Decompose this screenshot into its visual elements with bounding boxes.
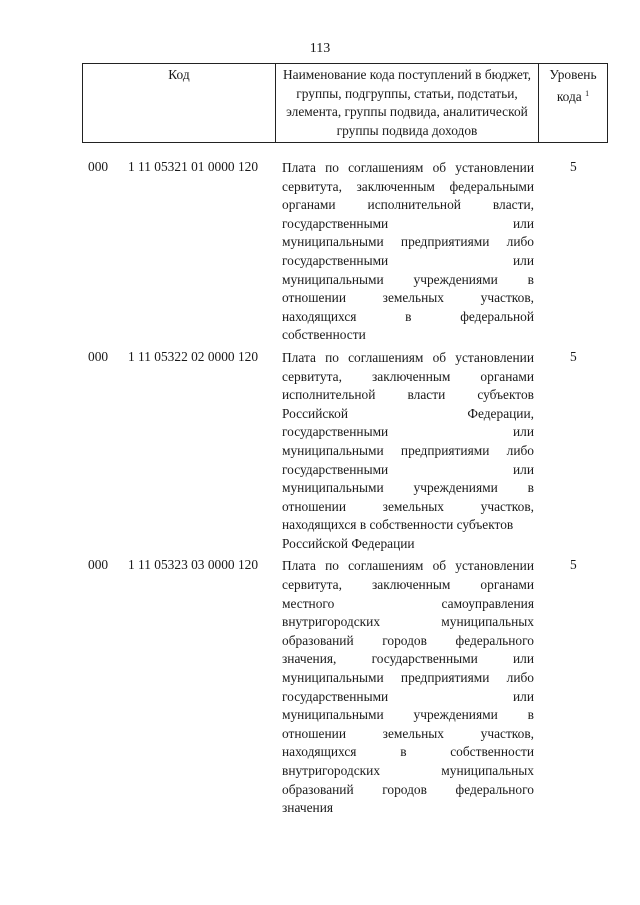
name-line: Плата по соглашениям об установлении: [282, 160, 534, 175]
revenue-name: [282, 349, 534, 554]
table-row: [82, 349, 604, 554]
name-line: сервитута, заключенным федеральными: [282, 178, 534, 194]
name-line: внутригородских муниципальных: [282, 763, 534, 778]
admin-code: 000: [88, 557, 109, 573]
name-line: органами исполнительной власти,: [282, 197, 534, 213]
name-line: муниципальными предприятиями либо: [282, 442, 534, 458]
page-number: 113: [309, 41, 331, 56]
name-line: Российской Федерации,: [282, 405, 534, 421]
admin-code: 000: [88, 159, 109, 174]
header-level-label: Уровень кода: [549, 67, 597, 104]
name-line: внутригородских муниципальных: [282, 614, 534, 630]
table-header: [82, 63, 608, 143]
name-line: собственности: [282, 327, 366, 343]
footnote-marker: 1: [585, 88, 590, 98]
name-line: образований городов федерального: [282, 781, 534, 797]
table-body: [82, 159, 604, 818]
name-line: муниципальными учреждениями в: [282, 707, 534, 723]
table-row: [82, 159, 604, 345]
name-line: находящихся в федеральной: [282, 308, 534, 324]
name-line: муниципальными предприятиями либо: [282, 670, 534, 686]
name-line: образований городов федерального: [282, 632, 534, 648]
name-line: отношении земельных участков,: [282, 725, 534, 741]
name-line: значения: [282, 800, 334, 816]
revenue-name: [282, 557, 534, 817]
header-code: Код: [83, 64, 276, 143]
name-line: исполнительной власти субъектов: [282, 387, 534, 403]
name-line: государственными или: [282, 252, 534, 268]
name-line: Плата по соглашениям об установлении: [282, 558, 534, 574]
revenue-code: 1 11 05321 01 0000 120: [128, 159, 259, 174]
header-name: Наименование кода поступлений в бюджет, группы, подгруппы, статьи, подстатьи, элемента, группы подвида, аналитической группы подвида доходов: [276, 64, 539, 143]
name-line: отношении земельных участков,: [282, 498, 534, 514]
name-line: Плата по соглашениям об установлении: [282, 349, 534, 365]
table-row: [82, 557, 604, 817]
code-level: 5: [570, 348, 577, 364]
code-level: 5: [570, 159, 577, 174]
name-line: отношении земельных участков,: [282, 290, 534, 306]
name-line: государственными или: [282, 215, 534, 231]
name-line: находящихся в собственности субъектов: [282, 517, 514, 533]
name-line: Российской Федерации: [282, 535, 415, 551]
name-line: государственными или: [282, 688, 534, 704]
code-level: 5: [570, 557, 577, 573]
revenue-code: 1 11 05322 02 0000 120: [128, 348, 259, 364]
name-line: муниципальными учреждениями в: [282, 480, 534, 496]
revenue-name: [282, 159, 534, 345]
name-line: местного самоуправления: [282, 595, 534, 611]
admin-code: 000: [88, 348, 109, 364]
name-line: муниципальными учреждениями в: [282, 271, 534, 287]
name-line: государственными или: [282, 424, 534, 440]
name-line: находящихся в собственности: [282, 744, 534, 760]
name-line: государственными или: [282, 461, 534, 477]
revenue-code: 1 11 05323 03 0000 120: [128, 557, 259, 573]
name-line: муниципальными предприятиями либо: [282, 234, 534, 250]
header-level: [539, 64, 608, 143]
name-line: сервитута, заключенным органами: [282, 368, 534, 384]
name-line: сервитута, заключенным органами: [282, 577, 534, 593]
name-line: значения, государственными или: [282, 651, 534, 667]
